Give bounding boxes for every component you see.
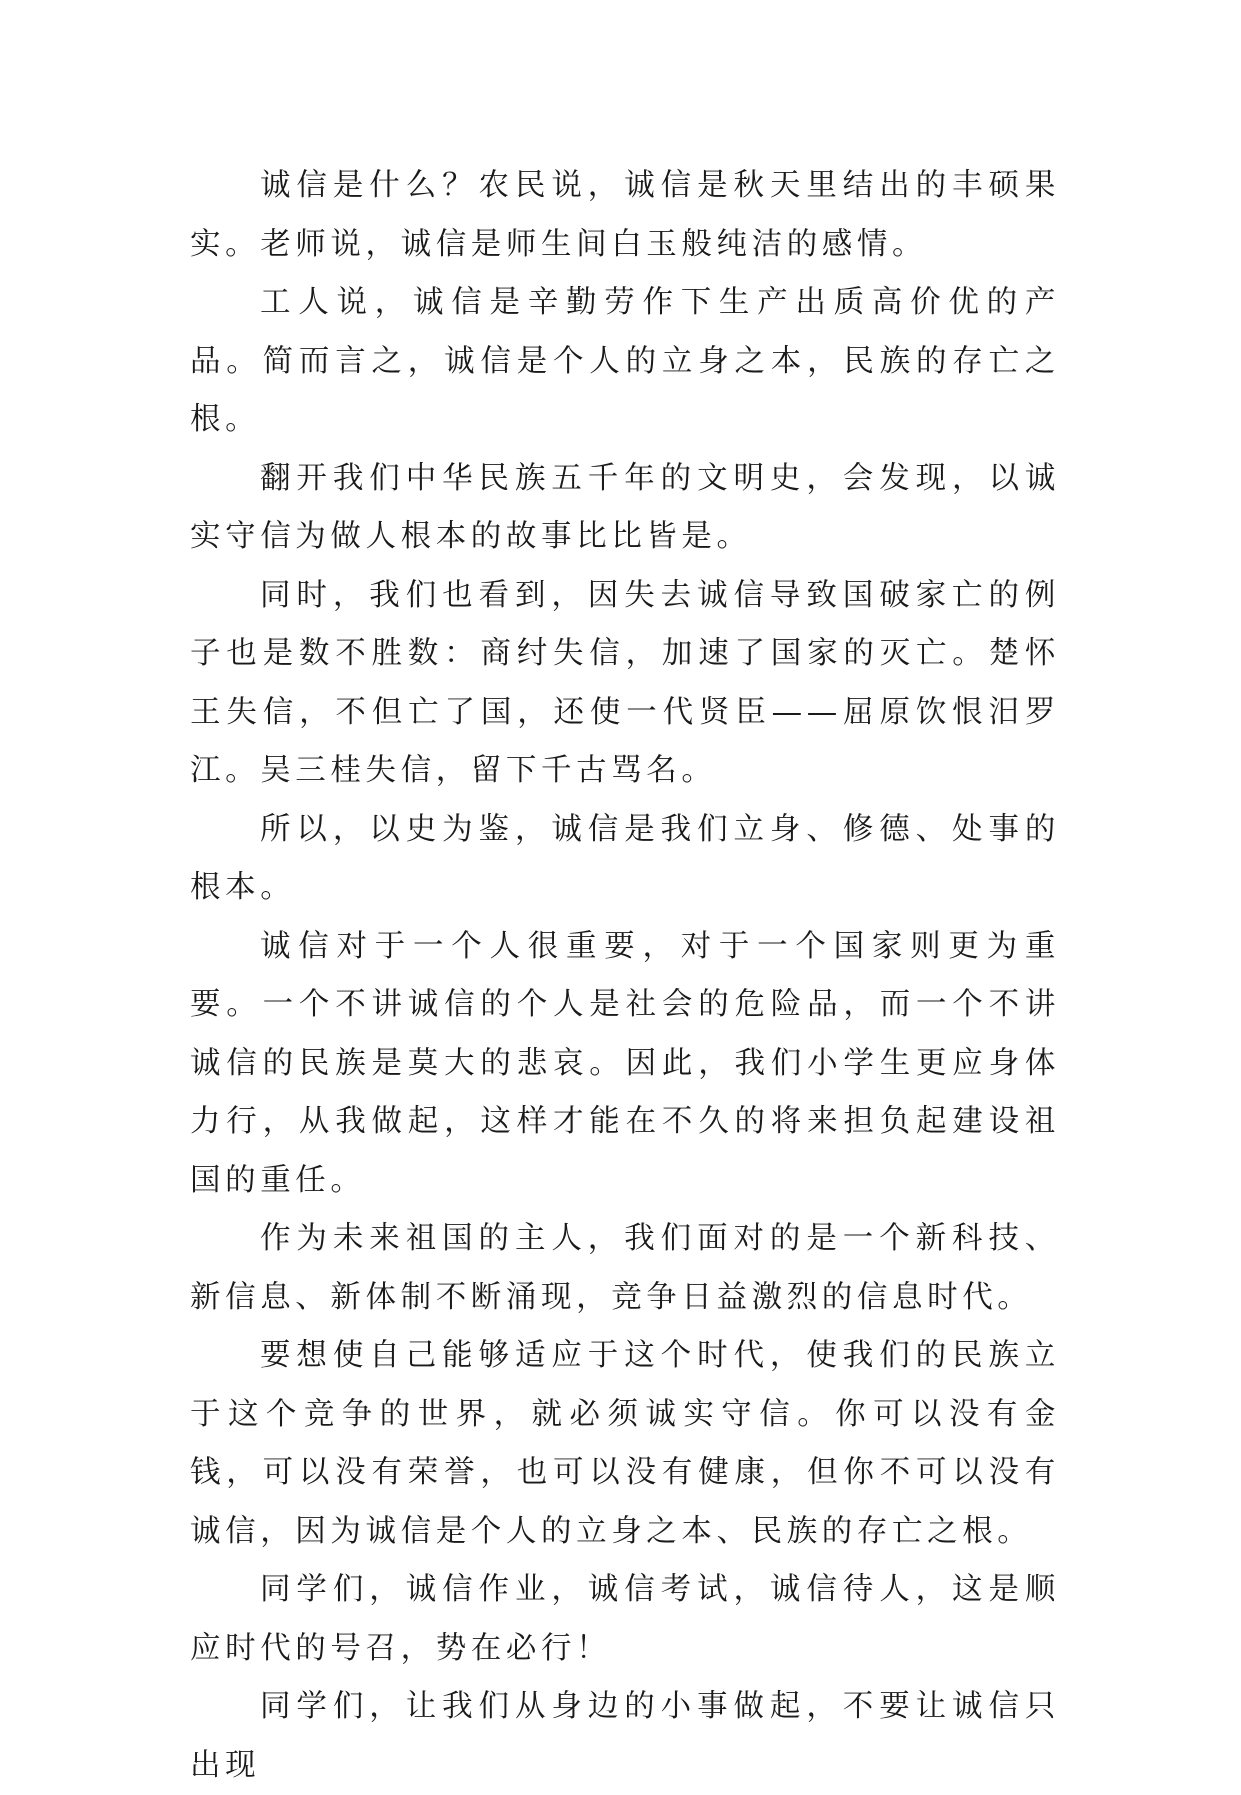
document-body	[190, 157, 1060, 1795]
paragraph: 同时，我们也看到，因失去诚信导致国破家亡的例子也是数不胜数：商纣失信，加速了国家的灭亡。楚怀王失信，不但亡了国，还使一代贤臣——屈原饮恨汨罗江。吴三桂失信，留下千古骂名。	[190, 577, 1060, 788]
paragraph: 要想使自己能够适应于这个时代，使我们的民族立于这个竞争的世界，就必须诚实守信。你可以没有金钱，可以没有荣誉，也可以没有健康，但你不可以没有诚信，因为诚信是个人的立身之本、民族的存亡之根。	[190, 1338, 1060, 1549]
paragraph: 工人说，诚信是辛勤劳作下生产出质高价优的产品。简而言之，诚信是个人的立身之本，民族的存亡之根。	[190, 285, 1060, 437]
paragraph: 所以，以史为鉴，诚信是我们立身、修德、处事的根本。	[190, 811, 1060, 905]
paragraph: 同学们，诚信作业，诚信考试，诚信待人，这是顺应时代的号召，势在必行！	[190, 1572, 1060, 1666]
paragraph: 作为未来祖国的主人，我们面对的是一个新科技、新信息、新体制不断涌现，竞争日益激烈的信息时代。	[190, 1221, 1060, 1315]
paragraph: 诚信是什么？农民说，诚信是秋天里结出的丰硕果实。老师说，诚信是师生间白玉般纯洁的感情。	[190, 168, 1060, 262]
paragraph: 诚信对于一个人很重要，对于一个国家则更为重要。一个不讲诚信的个人是社会的危险品，而一个不讲诚信的民族是莫大的悲哀。因此，我们小学生更应身体力行，从我做起，这样才能在不久的将来担负起建设祖国的重任。	[190, 928, 1060, 1198]
paragraph: 翻开我们中华民族五千年的文明史，会发现，以诚实守信为做人根本的故事比比皆是。	[190, 460, 1060, 554]
paragraph: 同学们，让我们从身边的小事做起，不要让诚信只出现	[190, 1689, 1060, 1783]
